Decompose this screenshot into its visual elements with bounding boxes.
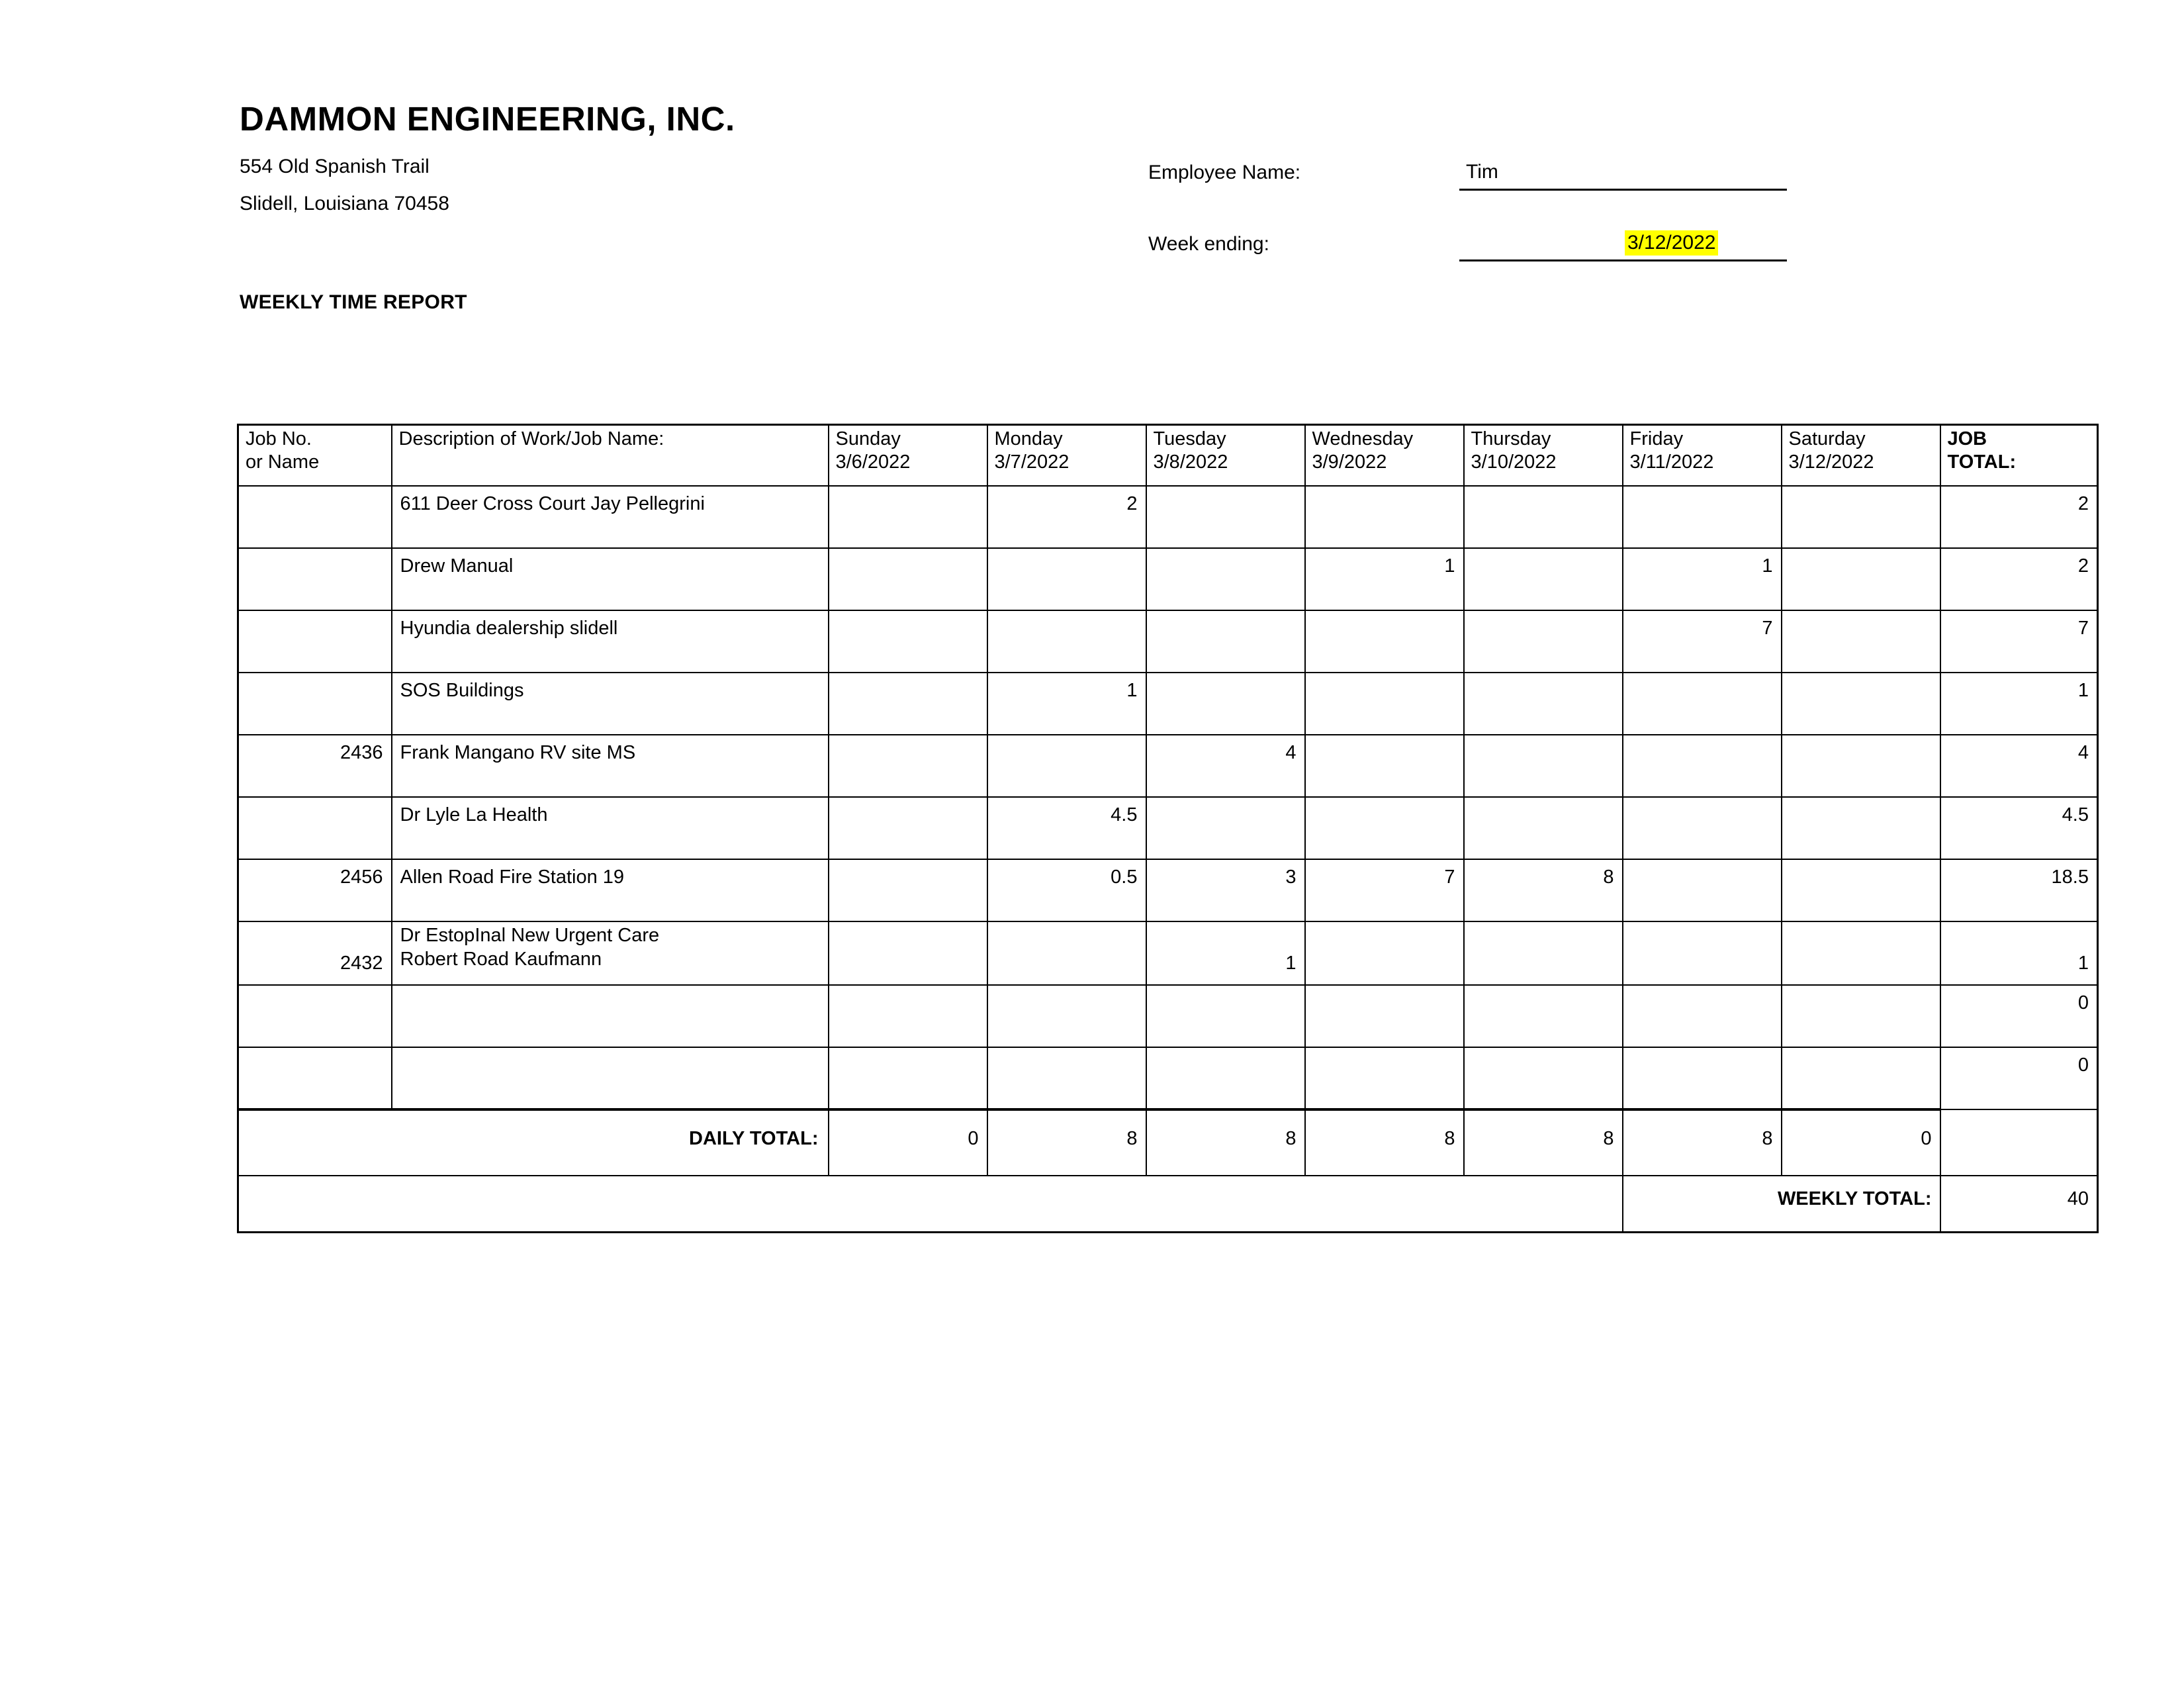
daily-total-wednesday-value: 8 [1444, 1127, 1455, 1149]
tuesday-hours [1147, 1048, 1304, 1055]
header-wednesday-date: 3/9/2022 [1312, 451, 1387, 473]
header-sunday-date: 3/6/2022 [835, 451, 911, 473]
sunday-hours [829, 735, 987, 742]
report-title: WEEKLY TIME REPORT [240, 291, 467, 313]
wednesday-hours [1306, 735, 1463, 742]
cell-wednesday[interactable] [1305, 610, 1464, 673]
job-no-value [239, 1048, 391, 1055]
friday-hours [1623, 487, 1781, 493]
friday-hours [1623, 673, 1781, 680]
cell-friday[interactable] [1623, 1047, 1782, 1109]
cell-saturday[interactable] [1782, 921, 1940, 985]
saturday-hours [1782, 611, 1940, 618]
thursday-hours [1465, 673, 1622, 680]
cell-tuesday[interactable] [1146, 985, 1305, 1047]
friday-hours [1623, 735, 1781, 742]
cell-saturday[interactable] [1782, 673, 1940, 735]
job-no-value [239, 487, 391, 493]
cell-monday[interactable] [987, 921, 1146, 985]
job-no-value: 2432 [340, 952, 383, 974]
cell-sunday[interactable] [829, 797, 987, 859]
cell-wednesday[interactable] [1305, 1047, 1464, 1109]
cell-sunday[interactable] [829, 548, 987, 610]
thursday-hours [1465, 549, 1622, 555]
friday-hours [1623, 860, 1781, 867]
daily-total-monday-value: 8 [1126, 1127, 1138, 1149]
cell-thursday[interactable] [1464, 735, 1623, 797]
description-value: Drew Manual [400, 555, 514, 577]
cell-sunday[interactable] [829, 610, 987, 673]
daily-total-thursday-value: 8 [1603, 1127, 1614, 1149]
cell-job-total [1940, 610, 2098, 673]
table-row[interactable] [238, 859, 2098, 921]
cell-friday[interactable] [1623, 921, 1782, 985]
saturday-hours [1782, 735, 1940, 742]
cell-friday[interactable] [1623, 859, 1782, 921]
sunday-hours [829, 487, 987, 493]
thursday-hours [1465, 611, 1622, 618]
cell-sunday[interactable] [829, 673, 987, 735]
weekly-total-row [238, 1176, 2098, 1233]
cell-thursday[interactable] [1464, 797, 1623, 859]
cell-sunday[interactable] [829, 486, 987, 548]
header-wednesday-day: Wednesday [1312, 428, 1414, 449]
saturday-hours [1782, 922, 1940, 953]
description-value [392, 1048, 828, 1055]
cell-job-no[interactable] [238, 985, 392, 1047]
table-row[interactable] [238, 735, 2098, 797]
weekly-spacer-left [238, 1176, 829, 1233]
tuesday-hours: 4 [1285, 741, 1297, 763]
sunday-hours [829, 860, 987, 867]
daily-total-row [238, 1109, 2098, 1176]
weekly-spacer-1 [829, 1176, 987, 1233]
job-no-value [239, 549, 391, 555]
cell-job-no[interactable] [238, 486, 392, 548]
job-no-value: 2456 [340, 866, 383, 888]
cell-job-no[interactable] [238, 610, 392, 673]
cell-tuesday[interactable] [1146, 735, 1305, 797]
cell-monday[interactable] [987, 985, 1146, 1047]
sunday-hours [829, 798, 987, 804]
cell-job-no[interactable] [238, 673, 392, 735]
cell-thursday[interactable] [1464, 921, 1623, 985]
header-thursday-day: Thursday [1471, 428, 1551, 449]
weekly-time-table [237, 424, 2099, 1233]
cell-saturday[interactable] [1782, 548, 1940, 610]
daily-total-wednesday [1305, 1109, 1464, 1176]
sunday-hours [829, 922, 987, 953]
description-value: SOS Buildings [400, 679, 524, 701]
cell-tuesday[interactable] [1146, 610, 1305, 673]
header-thursday-date: 3/10/2022 [1471, 451, 1557, 473]
cell-description[interactable] [392, 673, 829, 735]
employee-name-rule [1459, 189, 1787, 191]
table-row[interactable] [238, 548, 2098, 610]
daily-total-monday [987, 1109, 1146, 1176]
weekly-total-value: 40 [2067, 1188, 2089, 1209]
header-friday-date: 3/11/2022 [1629, 451, 1714, 473]
company-address-line-1: 554 Old Spanish Trail [240, 156, 430, 177]
thursday-hours [1465, 487, 1622, 493]
saturday-hours [1782, 673, 1940, 680]
cell-job-no[interactable] [238, 1047, 392, 1109]
cell-job-no[interactable] [238, 921, 392, 985]
cell-friday[interactable] [1623, 548, 1782, 610]
tuesday-hours: 3 [1285, 866, 1297, 888]
description-value: Frank Mangano RV site MS [400, 741, 636, 763]
cell-wednesday[interactable] [1305, 859, 1464, 921]
cell-tuesday[interactable] [1146, 673, 1305, 735]
cell-job-total [1940, 985, 2098, 1047]
header-job-no [238, 425, 392, 486]
cell-wednesday[interactable] [1305, 735, 1464, 797]
weekly-total-value-cell [1940, 1176, 2098, 1233]
weekly-spacer-3 [1146, 1176, 1305, 1233]
cell-thursday[interactable] [1464, 673, 1623, 735]
job-total-value: 4.5 [2062, 804, 2089, 825]
friday-hours: 7 [1762, 617, 1773, 639]
wednesday-hours [1306, 986, 1463, 992]
weekly-total-label-cell [1623, 1176, 1940, 1233]
cell-monday[interactable] [987, 610, 1146, 673]
cell-tuesday[interactable] [1146, 797, 1305, 859]
cell-monday[interactable] [987, 673, 1146, 735]
description-value-line2: Robert Road Kaufmann [400, 948, 602, 970]
saturday-hours [1782, 860, 1940, 867]
cell-tuesday[interactable] [1146, 486, 1305, 548]
wednesday-hours [1306, 487, 1463, 493]
table-row[interactable] [238, 673, 2098, 735]
cell-saturday[interactable] [1782, 610, 1940, 673]
cell-description[interactable] [392, 735, 829, 797]
friday-hours [1623, 798, 1781, 804]
cell-wednesday[interactable] [1305, 797, 1464, 859]
job-total-value: 1 [2077, 679, 2089, 701]
tuesday-hours: 1 [1285, 952, 1297, 974]
friday-hours: 1 [1762, 555, 1773, 577]
job-total-value: 7 [2077, 617, 2089, 639]
cell-job-no[interactable] [238, 735, 392, 797]
cell-friday[interactable] [1623, 735, 1782, 797]
header-sunday-day: Sunday [835, 428, 901, 449]
header-tuesday-date: 3/8/2022 [1153, 451, 1228, 473]
header-description-line1: Description of Work/Job Name: [398, 428, 664, 449]
friday-hours [1623, 1048, 1781, 1055]
monday-hours: 0.5 [1111, 866, 1138, 888]
header-monday-day: Monday [994, 428, 1063, 449]
sunday-hours [829, 1048, 987, 1055]
cell-sunday[interactable] [829, 1047, 987, 1109]
cell-saturday[interactable] [1782, 735, 1940, 797]
cell-job-total [1940, 486, 2098, 548]
cell-tuesday[interactable] [1146, 1047, 1305, 1109]
cell-thursday[interactable] [1464, 548, 1623, 610]
saturday-hours [1782, 549, 1940, 555]
cell-saturday[interactable] [1782, 859, 1940, 921]
weekly-spacer-4 [1305, 1176, 1464, 1233]
monday-hours: 4.5 [1111, 804, 1138, 825]
header-friday [1623, 425, 1782, 486]
monday-hours [988, 549, 1146, 555]
cell-wednesday[interactable] [1305, 985, 1464, 1047]
cell-thursday[interactable] [1464, 610, 1623, 673]
table-row[interactable] [238, 985, 2098, 1047]
cell-job-total [1940, 1047, 2098, 1109]
cell-sunday[interactable] [829, 859, 987, 921]
cell-description[interactable] [392, 548, 829, 610]
cell-monday[interactable] [987, 486, 1146, 548]
tuesday-hours [1147, 673, 1304, 680]
job-no-value [239, 798, 391, 804]
cell-thursday[interactable] [1464, 859, 1623, 921]
cell-sunday[interactable] [829, 985, 987, 1047]
monday-hours [988, 611, 1146, 618]
thursday-hours [1465, 798, 1622, 804]
cell-description[interactable] [392, 985, 829, 1047]
cell-friday[interactable] [1623, 985, 1782, 1047]
header-friday-day: Friday [1629, 428, 1684, 449]
cell-monday[interactable] [987, 548, 1146, 610]
saturday-hours [1782, 487, 1940, 493]
company-address-line-2: Slidell, Louisiana 70458 [240, 193, 449, 214]
cell-friday[interactable] [1623, 486, 1782, 548]
sunday-hours [829, 611, 987, 618]
saturday-hours [1782, 798, 1940, 804]
daily-total-empty [1940, 1109, 2098, 1176]
wednesday-hours [1306, 673, 1463, 680]
cell-job-total [1940, 797, 2098, 859]
table-row[interactable] [238, 921, 2098, 985]
header-sunday [829, 425, 987, 486]
daily-total-saturday [1782, 1109, 1940, 1176]
cell-job-total [1940, 673, 2098, 735]
job-total-value: 2 [2077, 555, 2089, 577]
table-header-row [238, 425, 2098, 486]
week-ending-label: Week ending: [1148, 233, 1269, 255]
thursday-hours [1465, 735, 1622, 742]
wednesday-hours [1306, 798, 1463, 804]
cell-sunday[interactable] [829, 921, 987, 985]
friday-hours [1623, 922, 1781, 953]
thursday-hours [1465, 922, 1622, 953]
job-total-value: 2 [2077, 492, 2089, 514]
employee-name-label: Employee Name: [1148, 162, 1301, 183]
cell-saturday[interactable] [1782, 985, 1940, 1047]
monday-hours [988, 1048, 1146, 1055]
employee-name-value[interactable]: Tim [1466, 161, 1498, 183]
cell-wednesday[interactable] [1305, 548, 1464, 610]
tuesday-hours [1147, 549, 1304, 555]
description-value-line1: Dr EstopInal New Urgent Care [400, 924, 660, 946]
cell-job-no[interactable] [238, 548, 392, 610]
header-job-no-line1: Job No. [246, 428, 312, 449]
cell-description[interactable] [392, 859, 829, 921]
sunday-hours [829, 549, 987, 555]
friday-hours [1623, 986, 1781, 992]
tuesday-hours [1147, 798, 1304, 804]
weekly-spacer-2 [987, 1176, 1146, 1233]
sunday-hours [829, 986, 987, 992]
job-no-value: 2436 [340, 741, 383, 763]
daily-total-label: DAILY TOTAL: [689, 1127, 819, 1149]
saturday-hours [1782, 1048, 1940, 1055]
description-value [392, 986, 828, 992]
daily-total-tuesday [1146, 1109, 1305, 1176]
header-description [392, 425, 829, 486]
saturday-hours [1782, 986, 1940, 992]
cell-sunday[interactable] [829, 735, 987, 797]
job-total-value: 18.5 [2051, 866, 2089, 888]
daily-total-thursday [1464, 1109, 1623, 1176]
monday-hours [988, 986, 1146, 992]
job-total-value: 1 [2077, 952, 2089, 974]
header-saturday [1782, 425, 1940, 486]
cell-job-total [1940, 859, 2098, 921]
tuesday-hours [1147, 487, 1304, 493]
cell-job-total [1940, 548, 2098, 610]
monday-hours: 1 [1126, 679, 1138, 701]
wednesday-hours [1306, 611, 1463, 618]
cell-job-total [1940, 921, 2098, 985]
monday-hours: 2 [1126, 492, 1138, 514]
cell-tuesday[interactable] [1146, 548, 1305, 610]
thursday-hours [1465, 1048, 1622, 1055]
header-tuesday [1146, 425, 1305, 486]
weekly-spacer-5 [1464, 1176, 1623, 1233]
cell-friday[interactable] [1623, 797, 1782, 859]
cell-description[interactable] [392, 610, 829, 673]
cell-thursday[interactable] [1464, 486, 1623, 548]
cell-job-no[interactable] [238, 859, 392, 921]
sunday-hours [829, 673, 987, 680]
header-wednesday [1305, 425, 1464, 486]
header-job-total [1940, 425, 2098, 486]
job-no-value [239, 673, 391, 680]
wednesday-hours: 7 [1444, 866, 1455, 888]
header-monday [987, 425, 1146, 486]
table-row[interactable] [238, 486, 2098, 548]
cell-wednesday[interactable] [1305, 673, 1464, 735]
header-thursday [1464, 425, 1623, 486]
cell-friday[interactable] [1623, 673, 1782, 735]
cell-saturday[interactable] [1782, 486, 1940, 548]
week-ending-value[interactable]: 3/12/2022 [1625, 230, 1718, 256]
description-value: Allen Road Fire Station 19 [400, 866, 625, 888]
wednesday-hours: 1 [1444, 555, 1455, 577]
header-saturday-date: 3/12/2022 [1788, 451, 1874, 473]
table-row[interactable] [238, 797, 2098, 859]
wednesday-hours [1306, 922, 1463, 953]
cell-thursday[interactable] [1464, 1047, 1623, 1109]
tuesday-hours [1147, 986, 1304, 992]
cell-wednesday[interactable] [1305, 921, 1464, 985]
cell-tuesday[interactable] [1146, 921, 1305, 985]
week-ending-rule [1459, 259, 1787, 261]
table-row[interactable] [238, 610, 2098, 673]
header-job-no-line2: or Name [246, 451, 320, 473]
monday-hours [988, 922, 1146, 953]
cell-thursday[interactable] [1464, 985, 1623, 1047]
daily-total-sunday [829, 1109, 987, 1176]
cell-monday[interactable] [987, 1047, 1146, 1109]
job-total-value: 4 [2077, 741, 2089, 763]
cell-wednesday[interactable] [1305, 486, 1464, 548]
cell-description[interactable] [392, 921, 829, 985]
job-total-value: 0 [2077, 1054, 2089, 1076]
description-value: Dr Lyle La Health [400, 804, 548, 825]
monday-hours [988, 735, 1146, 742]
wednesday-hours [1306, 1048, 1463, 1055]
daily-total-label-cell [238, 1109, 829, 1176]
cell-job-total [1940, 735, 2098, 797]
cell-saturday[interactable] [1782, 797, 1940, 859]
cell-friday[interactable] [1623, 610, 1782, 673]
cell-monday[interactable] [987, 735, 1146, 797]
table-row[interactable] [238, 1047, 2098, 1109]
cell-description[interactable] [392, 797, 829, 859]
job-total-value: 0 [2077, 992, 2089, 1013]
thursday-hours [1465, 986, 1622, 992]
daily-total-sunday-value: 0 [968, 1127, 979, 1149]
daily-total-saturday-value: 0 [1921, 1127, 1932, 1149]
cell-job-no[interactable] [238, 797, 392, 859]
job-no-value [239, 986, 391, 992]
daily-total-friday [1623, 1109, 1782, 1176]
thursday-hours: 8 [1603, 866, 1614, 888]
cell-description[interactable] [392, 486, 829, 548]
header-job-total-line2: TOTAL: [1947, 451, 2017, 473]
description-value: Hyundia dealership slidell [400, 617, 618, 639]
cell-description[interactable] [392, 1047, 829, 1109]
cell-tuesday[interactable] [1146, 859, 1305, 921]
job-no-value [239, 611, 391, 618]
header-monday-date: 3/7/2022 [994, 451, 1069, 473]
weekly-total-label: WEEKLY TOTAL: [1777, 1188, 1932, 1209]
cell-monday[interactable] [987, 797, 1146, 859]
tuesday-hours [1147, 611, 1304, 618]
header-tuesday-day: Tuesday [1153, 428, 1226, 449]
description-value: 611 Deer Cross Court Jay Pellegrini [400, 492, 705, 514]
daily-total-tuesday-value: 8 [1285, 1127, 1297, 1149]
company-name: DAMMON ENGINEERING, INC. [240, 100, 735, 138]
cell-monday[interactable] [987, 859, 1146, 921]
header-job-total-line1: JOB [1947, 428, 1987, 449]
daily-total-friday-value: 8 [1762, 1127, 1773, 1149]
cell-saturday[interactable] [1782, 1047, 1940, 1109]
header-saturday-day: Saturday [1788, 428, 1866, 449]
